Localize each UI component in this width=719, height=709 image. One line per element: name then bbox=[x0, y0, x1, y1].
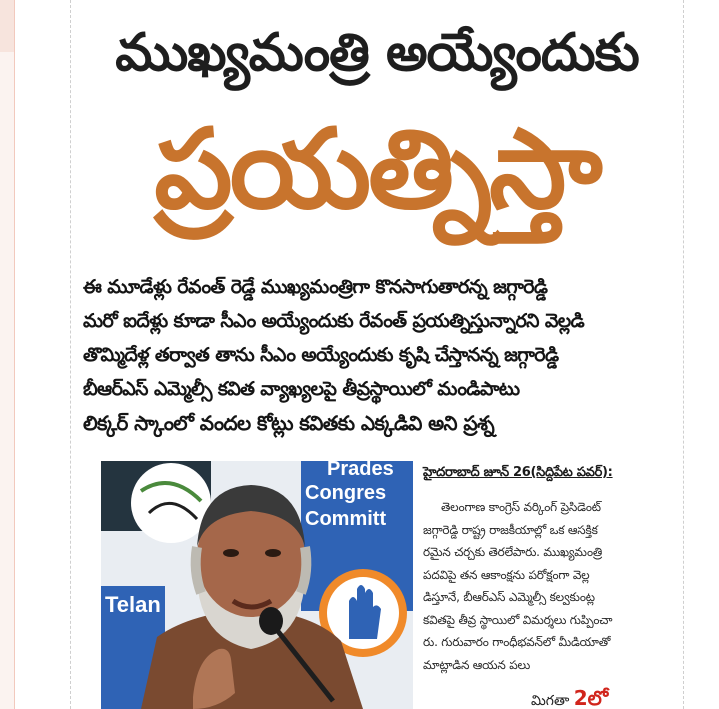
article-line-5: డిస్తూనే, బీఆర్ఎస్ ఎమ్మెల్సీ కల్వకుంట్ల bbox=[423, 590, 595, 604]
article-line-1: తెలంగాణ కాంగ్రెస్ వర్కింగ్ ప్రెసిడెంట్ bbox=[441, 500, 601, 514]
article-line-6: కవితపై తీవ్ర స్థాయిలో విమర్శలు గుప్పించా bbox=[423, 612, 613, 627]
microphone-icon bbox=[259, 607, 283, 635]
press-conference-photo bbox=[101, 461, 413, 709]
article-line-4: పదవిపై తన ఆకాంక్షను పరోక్షంగా వెల్ల bbox=[423, 567, 590, 582]
continued-on-page[interactable] bbox=[531, 686, 608, 709]
continued-label: మిగతా bbox=[531, 693, 570, 709]
banner-text-line-3: Committ bbox=[305, 508, 387, 530]
subheadline-2: మరో ఐదేళ్లు కూడా సీఎం అయ్యేందుకు రేవంత్ ప్రయత్నిస్తున్నారని వెల్లడి bbox=[83, 310, 585, 332]
subheadline-5: లిక్కర్ స్కాంలో వందల కోట్లు కవితకు ఎక్కడివి అని ప్రశ్న bbox=[83, 411, 495, 435]
article-line-3: రమైన చర్చకు తెరలేపారు. ముఖ్యమంత్రి bbox=[423, 545, 603, 559]
article-line-8: మాట్లాడిన ఆయన పలు bbox=[423, 657, 531, 672]
article-line-2: జగ్గారెడ్డి రాష్ట్ర రాజకీయాల్లో ఒక ఆసక్తిక bbox=[423, 522, 598, 537]
headline-line-1: ముఖ్యమంత్రి అయ్యేందుకు bbox=[115, 23, 639, 83]
left-margin-notch bbox=[0, 0, 14, 52]
continued-page-number: 2లో bbox=[573, 686, 609, 709]
subheadline-list bbox=[83, 270, 673, 440]
left-margin-strip bbox=[0, 0, 15, 709]
article-dateline: హైదరాబాద్ జూన్ 26(సిద్దిపేట పవర్): bbox=[423, 465, 613, 480]
article-body bbox=[423, 496, 681, 676]
newspaper-page bbox=[70, 0, 684, 709]
subheadline-3: తొమ్మిదేళ్ల తర్వాత తాను సీఎం అయ్యేందుకు కృషి చేస్తానన్న జగ్గారెడ్డి bbox=[83, 344, 559, 366]
article-line-7: రు. గురువారం గాంధీభవన్‌లో మీడియాతో bbox=[423, 635, 611, 649]
photo-illustration bbox=[101, 461, 413, 709]
banner-side-text: Telan bbox=[105, 592, 161, 617]
banner-text-line-1: Prades bbox=[327, 461, 394, 480]
subheadline-1: ఈ మూడేళ్లు రేవంత్ రెడ్డే ముఖ్యమంత్రిగా కొనసాగుతారన్న జగ్గారెడ్డి bbox=[83, 276, 548, 298]
banner-text-line-2: Congres bbox=[305, 482, 387, 504]
headline-line-2: ప్రయత్నిస్తా bbox=[154, 105, 600, 233]
subheadline-4: బీఆర్ఎస్ ఎమ్మెల్సీ కవిత వ్యాఖ్యలపై తీవ్రస్థాయిలో మండిపాటు bbox=[83, 378, 520, 400]
